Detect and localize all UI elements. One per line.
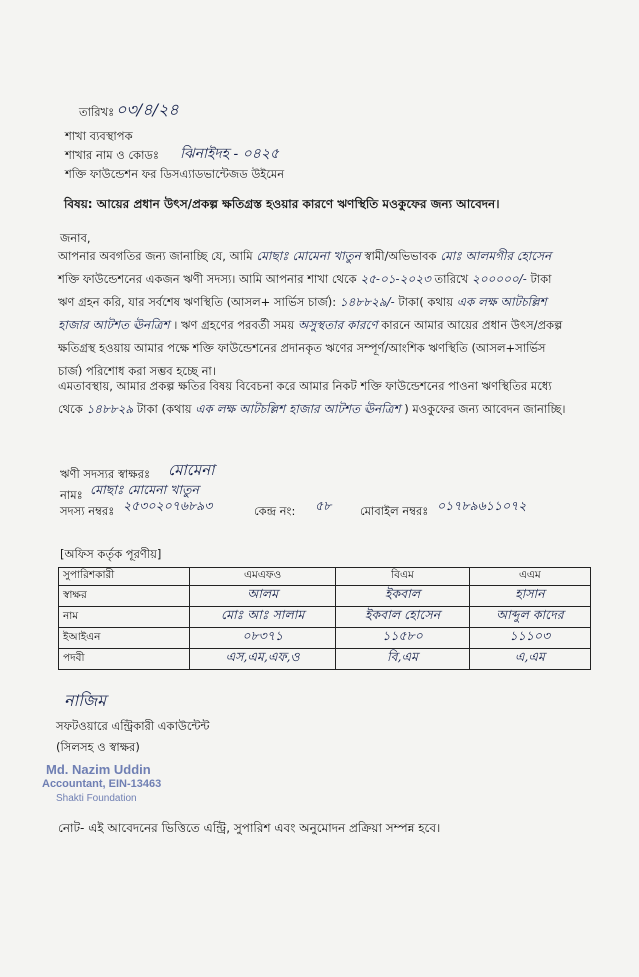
body-paragraph-2 (58, 375, 568, 421)
row-label-ein: ইআইএন (59, 628, 190, 649)
body1-text-2: স্বামী/অভিভাবক (364, 249, 437, 263)
guardian-name: মোঃ আলমগীর (440, 249, 513, 263)
body1-text-1: আপনার অবগতির জন্য জানাচ্ছি যে, আমি (58, 249, 253, 263)
body1-text-3: শক্তি ফাউন্ডেশনের একজন ঋণী সদস্য। আমি আপনার শাখা থেকে (58, 272, 357, 286)
member-signature-label: ঋণী সদস্যর স্বাক্ষরঃ (60, 467, 151, 481)
cell: ০৮৩৭১ (190, 628, 336, 649)
applicant-name: মোছাঃ মোমেনা খাতুন (256, 249, 361, 263)
guardian-name-cont: হোসেন (516, 249, 552, 263)
cell: মোঃ আঃ সালাম (190, 607, 336, 628)
branch-label: শাখার নাম ও কোডঃ (65, 148, 160, 162)
body2-text-3: ) মওকুফের জন্য আবেদন জানাচ্ছি। (404, 402, 566, 416)
body1-text-7: । ঋণ গ্রহণের পরবর্তী সময় (173, 318, 295, 332)
office-table-header (59, 568, 591, 586)
branch-value: ঝিনাইদহ - ০৪২৫ (180, 146, 280, 162)
addressee-line: শাখা ব্যবস্থাপক (65, 129, 133, 143)
body1-text-5: টাকা ঋণ গ্রহন করি, যার সর্বশেষ ঋণস্থিতি (আসল+ সার্ভিস চার্জ): (58, 272, 552, 309)
office-table (58, 567, 591, 670)
cell: এ,এম (469, 649, 590, 670)
cell: বি,এম (336, 649, 469, 670)
subject-line: বিষয়: আয়ের প্রধান উৎস/প্রকল্প ক্ষতিগ্রস্ত হওয়ার কারণে ঋণস্থিতি মওকুফের জন্য আবেদন। (64, 197, 500, 211)
body-paragraph-1 (58, 245, 568, 383)
loan-amount: ২০০০০০/- (471, 272, 527, 286)
cell: ১১৫৮০ (336, 628, 469, 649)
stamp-org: Shakti Foundation (56, 793, 137, 804)
cell: এস,এম,এফ,ও (190, 649, 336, 670)
accountant-title: সফটওয়ারে এন্ট্রিকারী একাউন্টেন্ট (56, 719, 210, 733)
table-row (59, 586, 591, 607)
row-label-signature: স্বাক্ষর (59, 586, 190, 607)
waiver-amount-words: এক লক্ষ আটচল্লিশ হাজার আটশত ঊনত্রিশ (195, 402, 401, 416)
table-row (59, 628, 591, 649)
center-no-label: কেন্দ্র নং: (254, 504, 296, 518)
table-row (59, 649, 591, 670)
cell: ১১১০৩ (469, 628, 590, 649)
damage-reason: অসুস্থতার কারণে (297, 318, 378, 332)
waiver-amount: ১৪৮৮২৯ (86, 402, 134, 416)
organization-name: শক্তি ফাউন্ডেশন ফর ডিসএ্যাডভান্টেজড উইমেন (65, 167, 285, 181)
body1-text-4: তারিখে (434, 272, 469, 286)
body2-text-2: টাকা (কথায় (136, 402, 192, 416)
row-label-name: নাম (59, 607, 190, 628)
cell: ইকবাল হোসেন (336, 607, 469, 628)
mobile-value: ০১৭৮৯৬১১০৭২ (437, 498, 527, 513)
cell: আলম (190, 586, 336, 607)
member-no-label: সদস্য নম্বরঃ (60, 504, 115, 518)
office-section-title: [অফিস কর্তৃক পূরণীয়] (60, 547, 162, 561)
stamp-name: Md. Nazim Uddin (46, 762, 151, 777)
row-label-designation: পদবী (59, 649, 190, 670)
mobile-label: মোবাইল নম্বরঃ (360, 504, 429, 518)
accountant-subtitle: (সিলসহ ও স্বাক্ষর) (56, 740, 140, 754)
accountant-signature: নাজিম (64, 691, 106, 710)
table-row (59, 607, 591, 628)
member-name-value: মোছাঃ মোমেনা খাতুন (90, 482, 199, 497)
loan-balance: ১৪৮৮২৯/- (339, 295, 395, 309)
cell: ইকবাল (336, 586, 469, 607)
header-am: এএম (469, 568, 590, 586)
header-mfo: এমএফও (190, 568, 336, 586)
date-label: তারিখঃ (79, 105, 115, 119)
member-signature: মোমেনা (168, 461, 215, 479)
salutation: জনাব, (60, 231, 91, 245)
date-value: ০৩/৪/২৪ (116, 100, 179, 119)
stamp-role: Accountant, EIN-13463 (42, 778, 162, 790)
body1-text-8: কারনে আমার আয়ের প্রধান উৎস/প্রকল্প ক্ষতিগ্রস্থ হওয়ায় আমার পক্ষে শক্তি ফাউন্ডেশনের প্রদানকৃত ঋণের সম্পূর্ণ/আংশিক ঋণস্থিতি (আসল+সার্ভিস চার্জ) পরিশোধ করা সম্ভব হচ্ছে না। (58, 318, 563, 378)
cell: হাসান (469, 586, 590, 607)
cell: আব্দুল কাদের (469, 607, 590, 628)
footer-note: নোট- এই আবেদনের ভিত্তিতে এন্ট্রি, সুপারিশ এবং অনুমোদন প্রক্রিয়া সম্পন্ন হবে। (58, 821, 441, 835)
loan-balance-words: এক লক্ষ আটচল্লিশ হাজার আটশত ঊনত্রিশ (58, 295, 547, 332)
center-no-value: ৫৮ (315, 498, 332, 513)
loan-date: ২৫-০১-২০২৩ (360, 272, 431, 286)
header-bm: বিএম (336, 568, 469, 586)
header-recommender: সুপারিশকারী (59, 568, 190, 586)
body2-text-1: এমতাবস্থায়, আমার প্রকল্প ক্ষতির বিষয় বিবেচনা করে আমার নিকট শক্তি ফাউন্ডেশনের পাওনা ঋণস্থিতির মধ্যে থেকে (58, 379, 552, 416)
body1-text-6: টাকা( কথায় (398, 295, 454, 309)
member-no-value: ২৫৩০২০৭৬৮৯৩ (123, 498, 213, 513)
member-name-label: নামঃ (60, 488, 83, 502)
